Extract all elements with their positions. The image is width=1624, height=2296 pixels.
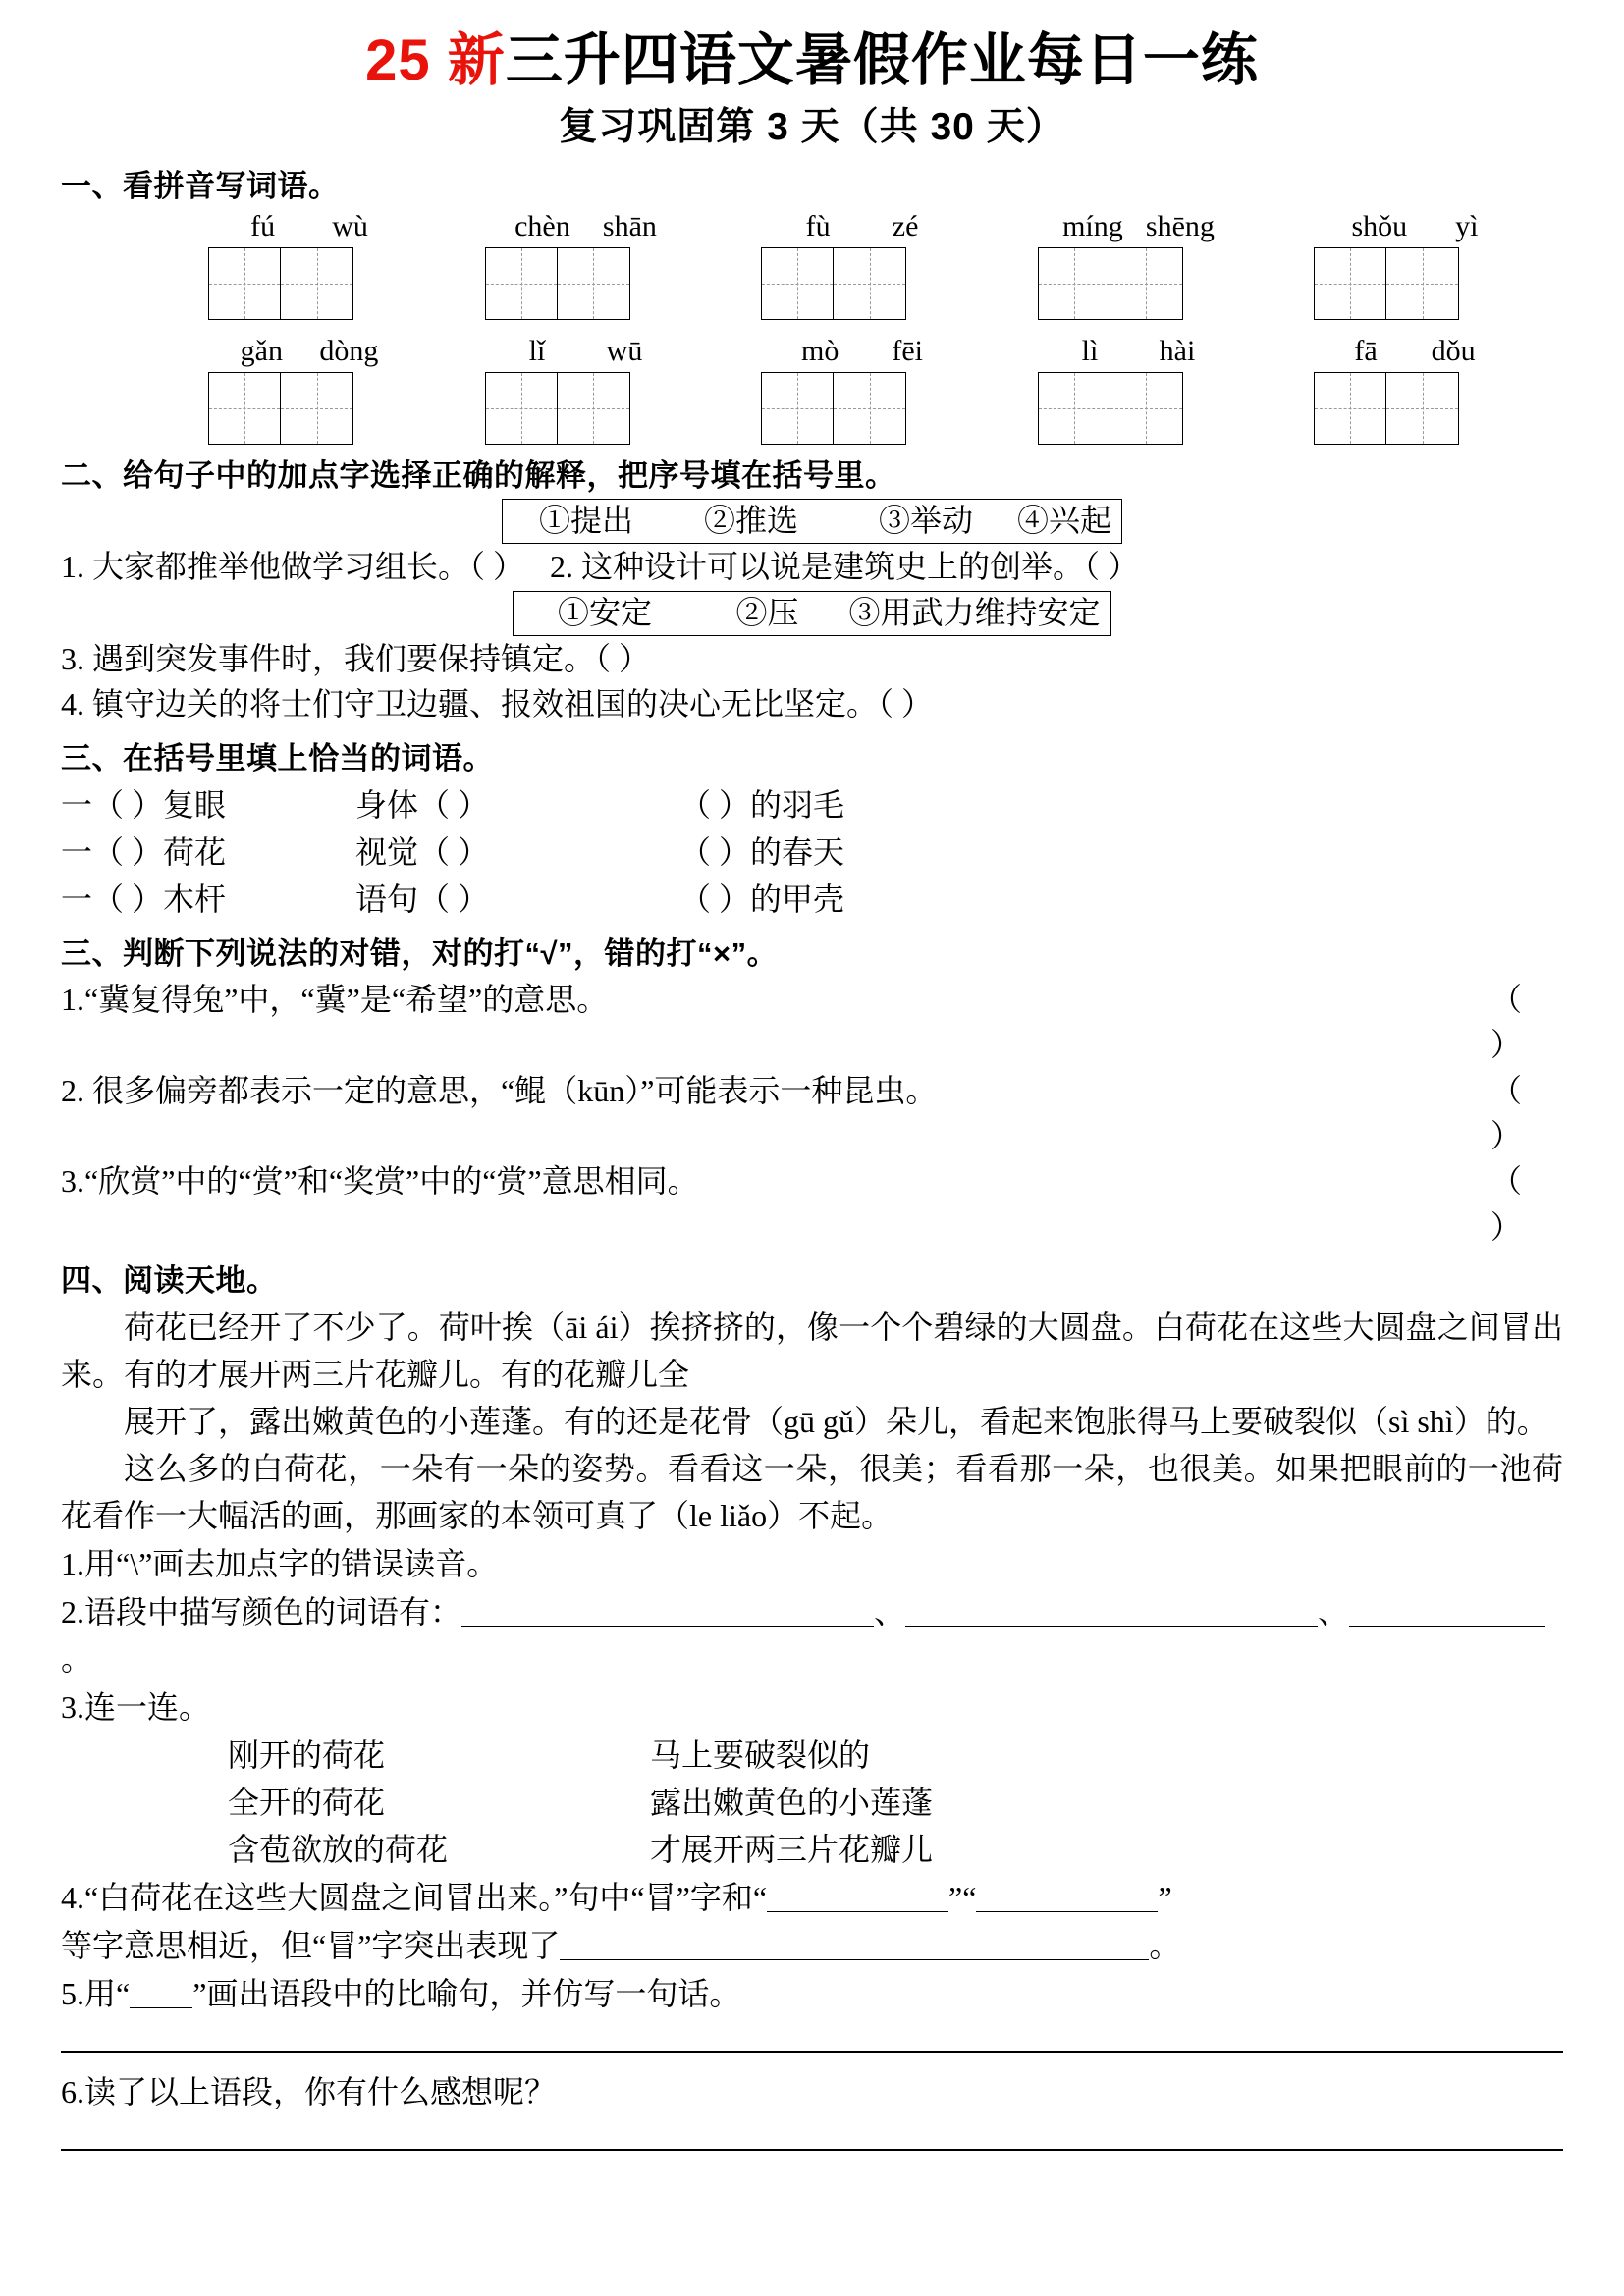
answer-rule-line[interactable]	[61, 2149, 1563, 2151]
pinyin-cell	[1314, 209, 1516, 320]
pinyin-label	[1038, 209, 1240, 244]
table-row	[61, 828, 1563, 876]
pinyin-grid-row-2	[61, 334, 1563, 445]
period: 。	[61, 1641, 93, 1678]
cell[interactable]: （ ）的羽毛	[679, 786, 845, 823]
pinyin-label	[485, 209, 687, 244]
passage-paragraph-1: 荷花已经开了不少了。荷叶挨（āi ái）挨挤挤的，像一个个碧绿的大圆盘。白荷花在这些大圆盘之间冒出来。有的才展开两三片花瓣儿。有的花瓣儿全	[61, 1309, 1563, 1393]
page-subtitle: 复习巩固第 3 天（共 30 天）	[559, 106, 1065, 149]
tianzi-square[interactable]	[281, 372, 353, 445]
match-row	[228, 1732, 1563, 1779]
pinyin-syllable: yì	[1455, 210, 1479, 243]
answer-blank[interactable]	[905, 1596, 1318, 1627]
pinyin-syllable: wù	[332, 210, 368, 243]
period: 。	[1149, 1928, 1181, 1964]
question-4: 4. 镇守边关的将士们守卫边疆、报效祖国的决心无比坚定。（ ）	[61, 686, 934, 722]
match-left-item[interactable]: 刚开的荷花	[228, 1737, 386, 1774]
option-item: ①安定	[557, 594, 652, 630]
table-row	[61, 781, 1563, 828]
passage-paragraph-3: 这么多的白荷花，一朵有一朵的姿势。看看这一朵，很美；看看那一朵，也很美。如果把眼前的一池荷花看作一大幅活的画，那画家的本领可真了（le liǎo）不起。	[61, 1451, 1563, 1534]
pinyin-syllable: fú	[250, 210, 276, 243]
pinyin-syllable: dǒu	[1431, 335, 1476, 368]
question-1: 1. 大家都推举他做学习组长。（ ）	[61, 549, 525, 585]
question-3: 3. 遇到突发事件时，我们要保持镇定。（ ）	[61, 640, 651, 676]
cell[interactable]: 一（ ）复眼	[61, 786, 227, 823]
tianzi-square[interactable]	[1110, 247, 1183, 320]
separator: 、	[874, 1594, 906, 1630]
option-box-2-wrap	[61, 591, 1563, 636]
question-4-text-a: 4.“白荷花在这些大圆盘之间冒出来。”句中“冒”字和“	[61, 1880, 768, 1916]
cell[interactable]: 一（ ）荷花	[61, 833, 227, 870]
pinyin-syllable: dòng	[319, 335, 379, 368]
tianzi-square[interactable]	[1386, 372, 1459, 445]
match-left-item[interactable]: 含苞欲放的荷花	[228, 1832, 449, 1868]
tianzi-square[interactable]	[208, 247, 281, 320]
tianzi-box[interactable]	[761, 247, 963, 320]
tianzi-box[interactable]	[761, 372, 963, 445]
tianzi-box[interactable]	[485, 372, 687, 445]
tianzi-box[interactable]	[1038, 247, 1240, 320]
reading-question-4-line-1	[61, 1874, 1563, 1921]
pinyin-syllable: hài	[1159, 335, 1196, 368]
pinyin-syllable: mò	[801, 335, 839, 368]
answer-blank[interactable]	[560, 1930, 1149, 1960]
tianzi-square[interactable]	[485, 372, 558, 445]
tianzi-square[interactable]	[558, 247, 630, 320]
pinyin-syllable: lǐ	[528, 335, 546, 368]
cell[interactable]: 一（ ）木杆	[61, 881, 227, 917]
matching-exercise	[61, 1732, 1563, 1873]
pinyin-syllable: wū	[606, 335, 643, 368]
pinyin-cell	[1038, 209, 1240, 320]
tianzi-square[interactable]	[1386, 247, 1459, 320]
pinyin-syllable: míng	[1062, 210, 1123, 243]
question-4-text-d: 等字意思相近，但“冒”字突出表现了	[61, 1928, 561, 1964]
pinyin-label	[208, 209, 410, 244]
question-5-text-a: 5.用“	[61, 1976, 131, 2012]
answer-bracket[interactable]: （ ）	[1489, 1163, 1563, 1245]
tianzi-square[interactable]	[1110, 372, 1183, 445]
option-item: ②压	[735, 594, 799, 630]
pinyin-syllable: fā	[1354, 335, 1378, 368]
option-item: ③用武力维持安定	[848, 594, 1101, 630]
pinyin-cell	[1314, 334, 1516, 445]
pinyin-cell	[485, 209, 687, 320]
option-item: ②推选	[703, 503, 798, 539]
answer-rule-line[interactable]	[61, 2051, 1563, 2053]
statement: 2. 很多偏旁都表示一定的意思，“鲲（kūn）”可能表示一种昆虫。	[61, 1072, 938, 1108]
tianzi-square[interactable]	[834, 372, 906, 445]
statement: 1.“冀复得兔”中，“冀”是“希望”的意思。	[61, 981, 609, 1017]
page-title-prefix: 25 新	[365, 28, 506, 92]
pinyin-syllable: gǎn	[240, 335, 283, 368]
pinyin-syllable: shēng	[1145, 210, 1215, 243]
page-title-rest: 三升四语文暑假作业每日一练	[505, 28, 1259, 92]
reading-question-6: 6.读了以上语段，你有什么感想呢？	[61, 2074, 557, 2110]
answer-blank[interactable]	[1349, 1596, 1545, 1627]
tianzi-square[interactable]	[834, 247, 906, 320]
match-right-item[interactable]: 马上要破裂似的	[650, 1737, 871, 1774]
option-box-1	[502, 499, 1122, 544]
cell[interactable]: 语句（ ）	[355, 881, 490, 917]
match-right-item[interactable]: 露出嫩黄色的小莲蓬	[650, 1785, 934, 1821]
section-2-question-line-1	[61, 545, 1563, 589]
answer-bracket[interactable]: （ ）	[1489, 981, 1563, 1063]
page-title	[61, 27, 1563, 94]
section-5-heading: 四、阅读天地。	[61, 1263, 278, 1299]
answer-blank[interactable]	[976, 1882, 1158, 1912]
tianzi-square[interactable]	[1038, 372, 1110, 445]
pinyin-cell	[485, 334, 687, 445]
pinyin-label	[208, 334, 410, 369]
question-5-text-b: ”画出语段中的比喻句，并仿写一句话。	[192, 1976, 741, 2012]
passage-paragraph-2: 展开了，露出嫩黄色的小莲蓬。有的还是花骨（gū gǔ）朵儿，看起来饱胀得马上要破裂似（sì shì）的。	[124, 1404, 1548, 1440]
match-right-item[interactable]: 才展开两三片花瓣儿	[650, 1832, 934, 1868]
pinyin-label	[1038, 334, 1240, 369]
option-item: ①提出	[538, 503, 633, 539]
match-row	[228, 1826, 1563, 1873]
pinyin-syllable: shān	[602, 210, 657, 243]
pinyin-cell	[1038, 334, 1240, 445]
tianzi-box[interactable]	[1314, 372, 1516, 445]
answer-bracket[interactable]: （ ）	[1489, 1072, 1563, 1153]
tianzi-square[interactable]	[281, 247, 353, 320]
cell[interactable]: （ ）的甲壳	[679, 881, 845, 917]
answer-blank[interactable]	[461, 1596, 874, 1627]
pinyin-label	[1314, 209, 1516, 244]
pinyin-grid-row-1	[61, 209, 1563, 320]
question-4-text-b: ”“	[948, 1880, 977, 1916]
tianzi-square[interactable]	[761, 247, 834, 320]
tianzi-box[interactable]	[1314, 247, 1516, 320]
pinyin-cell	[761, 209, 963, 320]
tianzi-square[interactable]	[1314, 372, 1386, 445]
cell[interactable]: （ ）的春天	[679, 833, 845, 870]
option-box-1-wrap	[61, 499, 1563, 544]
tianzi-square[interactable]	[1038, 247, 1110, 320]
statement: 3.“欣赏”中的“赏”和“奖赏”中的“赏”意思相同。	[61, 1163, 699, 1200]
section-2-heading: 二、给句子中的加点字选择正确的解释，把序号填在括号里。	[61, 458, 896, 494]
pinyin-label	[1314, 334, 1516, 369]
option-item: ④兴起	[1016, 503, 1111, 539]
tianzi-square[interactable]	[1314, 247, 1386, 320]
pinyin-label	[761, 209, 963, 244]
true-false-item	[61, 1068, 1563, 1159]
pinyin-syllable: fù	[805, 210, 831, 243]
tianzi-box[interactable]	[485, 247, 687, 320]
word-fill-table	[61, 781, 1563, 923]
pinyin-label	[485, 334, 687, 369]
reading-question-3: 3.连一连。	[61, 1689, 211, 1726]
section-4-heading: 三、判断下列说法的对错，对的打“√”，错的打“×”。	[61, 935, 779, 971]
section-3-heading: 三、在括号里填上恰当的词语。	[61, 740, 494, 775]
question-2: 2. 这种设计可以说是建筑史上的创举。（ ）	[550, 549, 1140, 585]
answer-blank[interactable]	[767, 1882, 948, 1912]
pinyin-syllable: shǒu	[1351, 210, 1408, 243]
reading-question-2	[61, 1588, 1563, 1682]
pinyin-cell	[208, 334, 410, 445]
table-row	[61, 876, 1563, 923]
tianzi-square[interactable]	[208, 372, 281, 445]
reading-question-4-line-2	[61, 1922, 1563, 1969]
tianzi-box[interactable]	[208, 372, 410, 445]
pinyin-syllable: zé	[892, 210, 919, 243]
pinyin-cell	[208, 209, 410, 320]
reading-question-5	[61, 1970, 1563, 2017]
question-4-text-c: ”	[1158, 1880, 1172, 1916]
answer-blank[interactable]	[130, 1978, 192, 2008]
option-box-2	[513, 591, 1110, 636]
question-2-text: 2.语段中描写颜色的词语有：	[61, 1594, 462, 1630]
cell[interactable]: 视觉（ ）	[355, 833, 490, 870]
true-false-item	[61, 1158, 1563, 1250]
cell[interactable]: 身体（ ）	[355, 786, 490, 823]
pinyin-syllable: fēi	[892, 335, 923, 368]
tianzi-box[interactable]	[208, 247, 410, 320]
pinyin-syllable: lì	[1081, 335, 1099, 368]
true-false-item	[61, 977, 1563, 1068]
tianzi-square[interactable]	[558, 372, 630, 445]
pinyin-label	[761, 334, 963, 369]
tianzi-square[interactable]	[761, 372, 834, 445]
option-item: ③举动	[878, 503, 973, 539]
separator: 、	[1318, 1594, 1350, 1630]
tianzi-square[interactable]	[485, 247, 558, 320]
match-row	[228, 1779, 1563, 1826]
tianzi-box[interactable]	[1038, 372, 1240, 445]
pinyin-syllable: chèn	[514, 210, 570, 243]
pinyin-cell	[761, 334, 963, 445]
section-1-heading: 一、看拼音写词语。	[61, 169, 340, 204]
match-left-item[interactable]: 全开的荷花	[228, 1785, 386, 1821]
reading-question-1: 1.用“\”画去加点字的错误读音。	[61, 1546, 499, 1582]
